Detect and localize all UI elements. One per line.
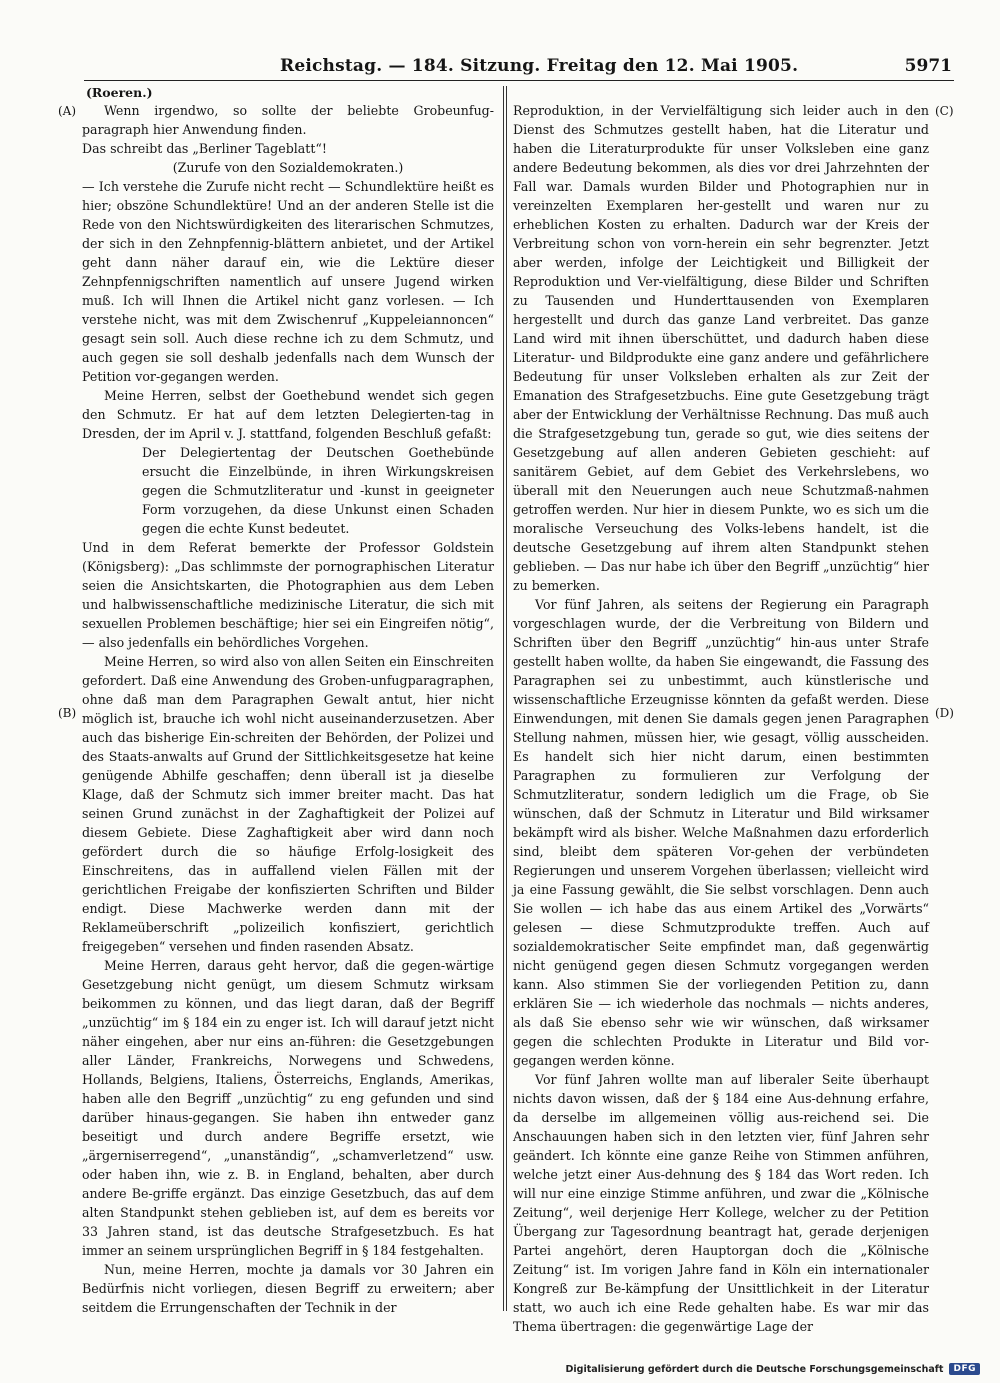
left-column xyxy=(82,101,494,1317)
margin-mark-b: (B) xyxy=(58,706,77,720)
block-quote: Der Delegiertentag der Deutschen Goethebünde ersucht die Einzelbünde, in ihren Wirkungskreisen gegen die Schmutzliteratur und -kunst in geeigneter Form vorzugehen, da diese Unkunst einen Schaden gegen die echte Kunst bedeutet. xyxy=(142,445,494,536)
footer-text: Digitalisierung gefördert durch die Deutsche Forschungsgemeinschaft xyxy=(565,1363,944,1375)
dfg-logo: DFG xyxy=(949,1363,980,1375)
page-number: 5971 xyxy=(904,56,952,76)
paragraph: Nun, meine Herren, mochte ja damals vor 30 Jahren ein Bedürfnis nicht vorliegen, diesen Begriff zu erweitern; aber seitdem die Errungenschaften der Technik in der xyxy=(82,1262,494,1315)
speaker-name: (Roeren.) xyxy=(86,85,153,100)
paragraph: — Ich verstehe die Zurufe nicht recht — Schundlektüre heißt es hier; obszöne Schundlektüre! Und an der anderen Stelle ist die Rede von den Nichtswürdigkeiten des literarischen Schmutzes, der sich in den Zehnpfennig-blättern anbietet, und der Artikel geht dann näher darauf ein, wie die Lektüre dieser Zehnpfennigschriften namentlich auf unsere Jugend wirken muß. Ich will Ihnen die Artikel nicht ganz vorlesen. — Ich verstehe nicht, was mit dem Zwischenruf „Kuppeleiannoncen“ gesagt sein soll. Auch diese rechne ich zu dem Schmutz, und auch gegen sie soll deshalb jedenfalls nach dem Wunsch der Petition vor-gegangen werden. xyxy=(82,179,494,384)
paragraph: Wenn irgendwo, so sollte der beliebte Grobeunfug-paragraph hier Anwendung finden. xyxy=(82,103,494,137)
paragraph: Meine Herren, so wird also von allen Seiten ein Einschreiten gefordert. Daß eine Anwendung des Groben-unfugparagraphen, ohne daß man dem Paragraphen Gewalt antut, hier nicht möglich ist, brauche ich wohl nicht auseinanderzusetzen. Aber auch das bisherige Ein-schreiten der Behörden, der Polizei und des Staats-anwalts auf Grund der Sittlichkeitsgesetze hat keine genügende Abhilfe geschaffen; denn überall ist ja dieselbe Klage, daß der Schmutz sich immer breiter macht. Das hat seinen Grund zunächst in der Zaghaftigkeit der Polizei auf diesem Gebiete. Diese Zaghaftigkeit aber wird dann noch gefördert durch die so häufige Erfolg-losigkeit des Einschreitens, das in auffallend vielen Fällen mit der gerichtlichen Freigabe der konfiszierten Schriften und Bilder endigt. Diese Machwerke werden dann mit der Reklameüberschrift „polizeilich konfisziert, gerichtlich freigegeben“ versehen und finden rasenden Absatz. xyxy=(82,654,494,954)
running-header xyxy=(80,56,960,80)
paragraph: Reproduktion, in der Vervielfältigung sich leider auch in den Dienst des Schmutzes gestellt haben, hat die Literatur und haben die Literaturprodukte für unser Volksleben eine ganz andere Bedeutung bekommen, als dies vor drei Jahrzehnten der Fall war. Damals wurden Bilder und Photographien nur in vereinzelten Exemplaren her-gestellt und waren nur zu erheblichen Kosten zu erhalten. Dadurch war der Kreis der Verbreitung schon von vorn-herein ein sehr begrenzter. Jetzt aber werden, infolge der Leichtigkeit und Billigkeit der Reproduktion und Ver-vielfältigung, diese Bilder und Schriften zu Tausenden und Hunderttausenden von Exemplaren hergestellt und durch das ganze Land verbreitet. Das ganze Land wird mit ihnen überschüttet, und dadurch haben diese Literatur- und Bildprodukte eine ganz andere und gefährlichere Bedeutung für unser Volksleben erhalten als zur Zeit der Emanation des Strafgesetzbuchs. Eine gute Gesetzgebung trägt aber der Entwicklung der Verhältnisse Rechnung. Das muß auch die Strafgesetzgebung tun, gerade so gut, wie dies seitens der Gesetzgebung auf allen anderen Gebieten geschieht: auf sanitärem Gebiet, auf dem Gebiet des Verkehrslebens, wo überall mit den Neuerungen auch neue Schutzmaß-nahmen getroffen werden. Nur hier in diesem Punkte, wo es sich um die moralische Verseuchung des Volks-lebens handelt, ist die deutsche Gesetzgebung auf ihrem alten Standpunkt stehen geblieben. — Das nur habe ich über den Begriff „unzüchtig“ hier zu bemerken. xyxy=(513,103,929,593)
paragraph: Das schreibt das „Berliner Tageblatt“! xyxy=(82,141,327,156)
paragraph: Meine Herren, selbst der Goethebund wendet sich gegen den Schmutz. Er hat auf dem letzten Delegierten-tag in Dresden, der im April v. J. stattfand, folgenden Beschluß gefaßt: xyxy=(82,388,494,441)
paragraph: Meine Herren, daraus geht hervor, daß die gegen-wärtige Gesetzgebung nicht genügt, um diesem Schmutz wirksam beikommen zu können, und das liegt daran, daß der Begriff „unzüchtig“ im § 184 ein zu enger ist. Ich will darauf jetzt nicht näher eingehen, aber nur eins an-führen: die Gesetzgebungen aller Länder, Frankreichs, Norwegens und Schwedens, Hollands, Belgiens, Italiens, Österreichs, Englands, Amerikas, haben alle den Begriff „unzüchtig“ zu eng gefunden und sind darüber hinaus-gegangen. Sie haben ihn entweder ganz beseitigt und durch andere Begriffe ersetzt, wie „ärgerniserregend“, „unanständig“, „schamverletzend“ usw. oder haben ihn, wie z. B. in England, behalten, aber durch andere Be-griffe ergänzt. Das einzige Gesetzbuch, das auf dem alten Standpunkt stehen geblieben ist, auf dem es bereits vor 33 Jahren stand, ist das deutsche Strafgesetzbuch. Es hat immer an seinem ursprünglichen Begriff in § 184 festgehalten. xyxy=(82,958,494,1258)
digitization-credit xyxy=(566,1363,981,1375)
interjection: (Zurufe von den Sozialdemokraten.) xyxy=(172,160,404,175)
margin-mark-c: (C) xyxy=(935,104,954,118)
column-rule xyxy=(503,86,504,1311)
header-title: Reichstag. — 184. Sitzung. Freitag den 12. Mai 1905. xyxy=(280,56,799,76)
right-column xyxy=(513,101,929,1336)
paragraph: Und in dem Referat bemerkte der Professor Goldstein (Königsberg): „Das schlimmste der pornographischen Literatur seien die Ansichtskarten, die Photographien aus dem Leben und halbwissenschaftliche medizinische Literatur, die sich mit sexuellen Problemen beschäftige; hier sei ein Eingreifen nötig“, — also jedenfalls ein behördliches Vorgehen. xyxy=(82,540,494,650)
margin-mark-a: (A) xyxy=(58,104,77,118)
paragraph: Vor fünf Jahren, als seitens der Regierung ein Paragraph vorgeschlagen wurde, der die Verbreitung von Bildern und Schriften über den Begriff „unzüchtig“ hin-aus unter Strafe gestellt haben wollte, da haben Sie eingewandt, die Fassung des Paragraphen sei zu unbestimmt, auch künstlerische und wissenschaftliche Erzeugnisse könnten da gefaßt werden. Diese Einwendungen, mit denen Sie damals gegen jenen Paragraphen Stellung nahmen, müssen hier, wie gesagt, völlig ausscheiden. Es handelt sich hier nicht darum, einen bestimmten Paragraphen zu formulieren zur Verfolgung der Schmutzliteratur, sondern lediglich um die Frage, ob Sie wünschen, daß der Schmutz in Literatur und Bild wirksamer bekämpft wird als bisher. Welche Maßnahmen dazu erforderlich sind, bleibt dem späteren Vor-gehen der verbündeten Regierungen und unserem Vorgehen überlassen; vielleicht wird ja eine Fassung gewählt, die Sie selbst vorschlagen. Denn auch Sie wollen — ich habe das aus einem Artikel des „Vorwärts“ gelesen — diese Schmutzprodukte treffen. Auch auf sozialdemokratischer Seite empfindet man, daß gegenwärtig nicht genügend gegen diesen Schmutz vorgegangen werden kann. Also stimmen Sie der vorliegenden Petition zu, dann erklären Sie — ich wiederhole das nochmals — nichts anderes, als daß Sie ebenso sehr wie wir wünschen, daß wirksamer gegen die schlechten Produkte in Literatur und Bild vor-gegangen werden könne. xyxy=(513,597,929,1068)
margin-mark-d: (D) xyxy=(935,706,954,720)
column-rule-double xyxy=(506,86,507,1311)
paragraph: Vor fünf Jahren wollte man auf liberaler Seite überhaupt nichts davon wissen, daß der § 184 eine Aus-dehnung erfahre, da derselbe im allgemeinen völlig aus-reichend sei. Die Anschauungen haben sich in den letzten vier, fünf Jahren sehr geändert. Ich könnte eine ganze Reihe von Stimmen anführen, welche jetzt einer Aus-dehnung des § 184 das Wort reden. Ich will nur eine einzige Stimme anführen, und zwar die „Kölnische Zeitung“, weil derjenige Herr Kollege, welcher zu der Petition Übergang zur Tagesordnung beantragt hat, gerade derjenigen Partei angehört, deren Hauptorgan doch die „Kölnische Zeitung“ ist. Im vorigen Jahre fand in Köln ein internationaler Kongreß zur Be-kämpfung der Unsittlichkeit in der Literatur statt, wo auch ich eine Rede gehalten habe. Es war mir das Thema übertragen: die gegenwärtige Lage der xyxy=(513,1072,929,1334)
header-rule xyxy=(84,80,954,81)
